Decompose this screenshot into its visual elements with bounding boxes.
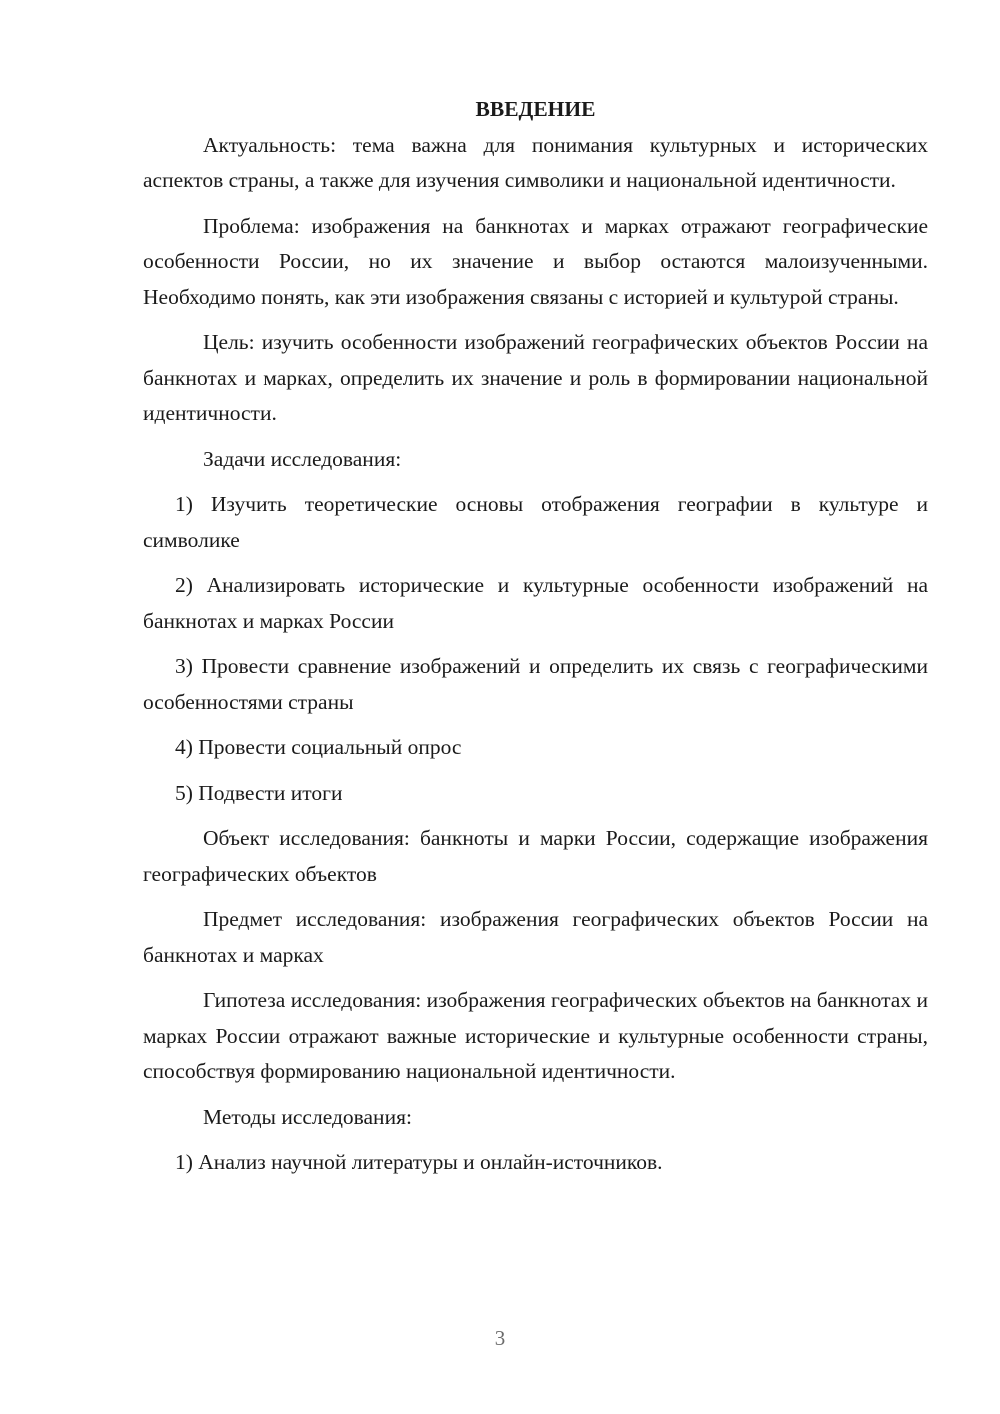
paragraph-problem: Проблема: изображения на банкнотах и марках отражают географические особенности России, но их значение и выбор остаются малоизученными. Необходимо понять, как эти изображения связаны с историей и культурой страны. [143, 213, 928, 309]
paragraph-relevance: Актуальность: тема важна для понимания культурных и исторических аспектов страны, а также для изучения символики и национальной идентичности. [143, 132, 928, 192]
list-item-task-2: 2) Анализировать исторические и культурные особенности изображений на банкнотах и марках России [143, 573, 928, 633]
list-item-task-3: 3) Провести сравнение изображений и определить их связь с географическими особенностями страны [143, 654, 928, 714]
paragraph-goal: Цель: изучить особенности изображений географических объектов России на банкнотах и марках, определить их значение и роль в формировании национальной идентичности. [143, 330, 928, 425]
list-item-task-5: 5) Подвести итоги [175, 780, 343, 805]
paragraph-hypothesis: Гипотеза исследования: изображения географических объектов на банкнотах и марках России отражают важные исторические и культурные особенности страны, способствуя формированию национальной идентичности. [143, 988, 928, 1083]
page-number: 3 [494, 1326, 506, 1350]
paragraph-object: Объект исследования: банкноты и марки России, содержащие изображения географических объектов [143, 826, 928, 886]
document-page [143, 92, 928, 1191]
paragraph-methods-heading: Методы исследования: [203, 1104, 412, 1129]
list-item-task-4: 4) Провести социальный опрос [175, 735, 462, 759]
paragraph-subject: Предмет исследования: изображения географических объектов России на банкнотах и марках [143, 907, 928, 967]
list-item-task-1: 1) Изучить теоретические основы отображения географии в культуре и символике [143, 492, 928, 552]
list-item-method-1: 1) Анализ научной литературы и онлайн-источников. [175, 1150, 663, 1174]
paragraph-tasks-heading: Задачи исследования: [203, 446, 402, 471]
section-title: ВВЕДЕНИЕ [475, 97, 596, 121]
